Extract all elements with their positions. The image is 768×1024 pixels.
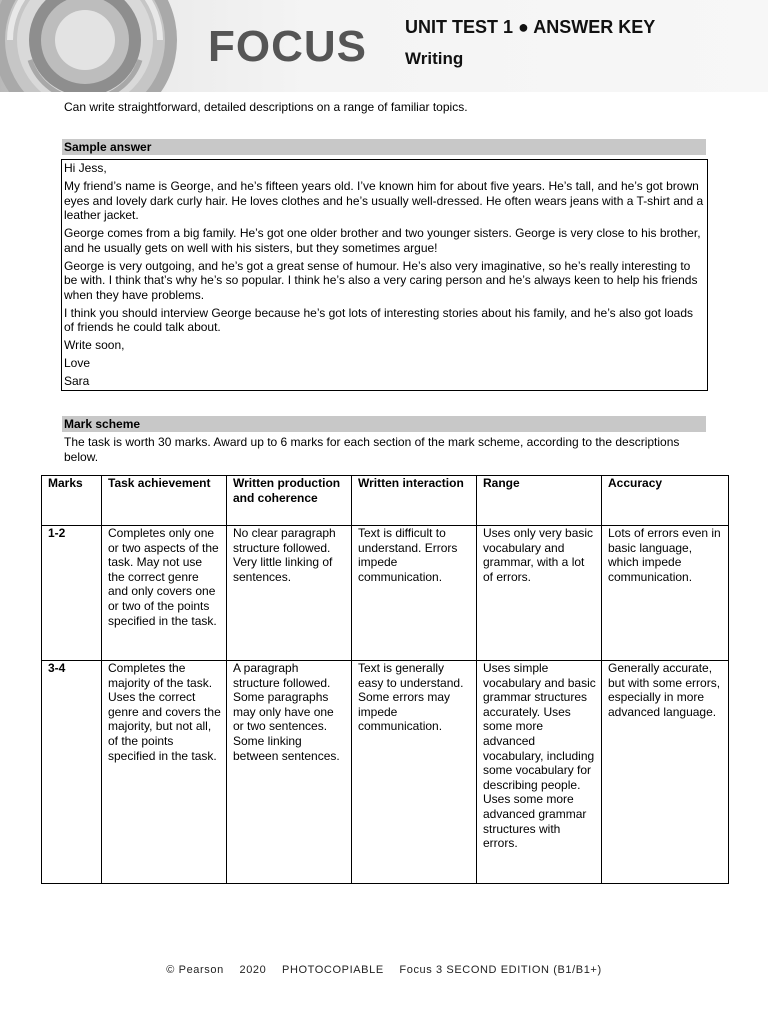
photocopiable-text: PHOTOCOPIABLE [282, 964, 384, 976]
accuracy-cell: Lots of errors even in basic language, which impede communication. [602, 526, 729, 661]
task-achievement-cell: Completes the majority of the task. Uses the correct genre and covers the majority, but not all, of the points specified in the task. [102, 661, 227, 884]
sample-paragraph: Love [64, 356, 91, 370]
range-cell: Uses simple vocabulary and basic grammar structures accurately. Uses some more advanced vocabulary, including some vocabulary for describing people. Uses some more advanced grammar structures with errors. [477, 661, 602, 884]
interaction-cell: Text is generally easy to understand. Some errors may impede communication. [352, 661, 477, 884]
sample-paragraph: Hi Jess, [64, 161, 107, 175]
production-cell: A paragraph structure followed. Some paragraphs may only have one or two sentences. Some linking between sentences. [227, 661, 352, 884]
sample-paragraph: George comes from a big family. He’s got one older brother and two younger sisters. George is very close to his brother, and he usually gets on well with his sisters, but they sometimes argue! [64, 226, 701, 255]
column-header: Accuracy [602, 476, 729, 526]
sample-paragraph: Sara [64, 374, 90, 388]
focus-logo: FOCUS [208, 22, 367, 71]
page-footer [0, 964, 768, 976]
table-header-row [42, 476, 729, 526]
unit-test-title: UNIT TEST 1 ● ANSWER KEY [405, 17, 656, 37]
sample-paragraph: I think you should interview George because he’s got lots of interesting stories about his family, and he’s also got loads of friends he could talk about. [64, 305, 694, 334]
copyright-text: © Pearson [166, 964, 224, 976]
column-header: Marks [42, 476, 102, 526]
task-achievement-cell: Completes only one or two aspects of the task. May not use the correct genre and only covers one or two of the points specified in the task. [102, 526, 227, 661]
interaction-cell: Text is difficult to understand. Errors impede communication. [352, 526, 477, 661]
sample-paragraph: Write soon, [64, 338, 125, 352]
column-header: Written interaction [352, 476, 477, 526]
can-do-statement: Can write straightforward, detailed descriptions on a range of familiar topics. [64, 100, 468, 114]
sample-answer-heading: Sample answer [62, 139, 706, 155]
column-header: Task achievement [102, 476, 227, 526]
sample-paragraph: George is very outgoing, and he’s got a great sense of humour. He’s also very imaginative, so he’s really interesting to be with. I think that’s why he’s so popular. I think he’s also a very caring person and he’s always keen to help his friends when they have problems. [64, 258, 698, 302]
year-text: 2020 [239, 964, 267, 976]
accuracy-cell: Generally accurate, but with some errors, especially in more advanced language. [602, 661, 729, 884]
sample-answer-box [61, 159, 708, 391]
page-header [0, 0, 768, 92]
unit-test-subtitle: Writing [405, 49, 464, 68]
focus-logo-graphic-icon [0, 0, 210, 92]
marks-cell: 1-2 [42, 526, 102, 661]
edition-text: Focus 3 SECOND EDITION (B1/B1+) [399, 964, 602, 976]
table-row [42, 661, 729, 884]
column-header: Range [477, 476, 602, 526]
range-cell: Uses only very basic vocabulary and grammar, with a lot of errors. [477, 526, 602, 661]
marks-cell: 3-4 [42, 661, 102, 884]
column-header: Written production and coherence [227, 476, 352, 526]
table-row [42, 526, 729, 661]
mark-scheme-table [41, 475, 729, 884]
production-cell: No clear paragraph structure followed. Very little linking of sentences. [227, 526, 352, 661]
mark-scheme-description: The task is worth 30 marks. Award up to 6 marks for each section of the mark scheme, according to the descriptions below. [64, 435, 680, 464]
mark-scheme-heading: Mark scheme [62, 416, 706, 432]
sample-paragraph: My friend’s name is George, and he’s fifteen years old. I’ve known him for about five years. He’s tall, and he’s got brown eyes and lovely dark curly hair. He loves clothes and he’s usually well-dressed. He often wears jeans with a T-shirt and a leather jacket. [64, 179, 704, 222]
